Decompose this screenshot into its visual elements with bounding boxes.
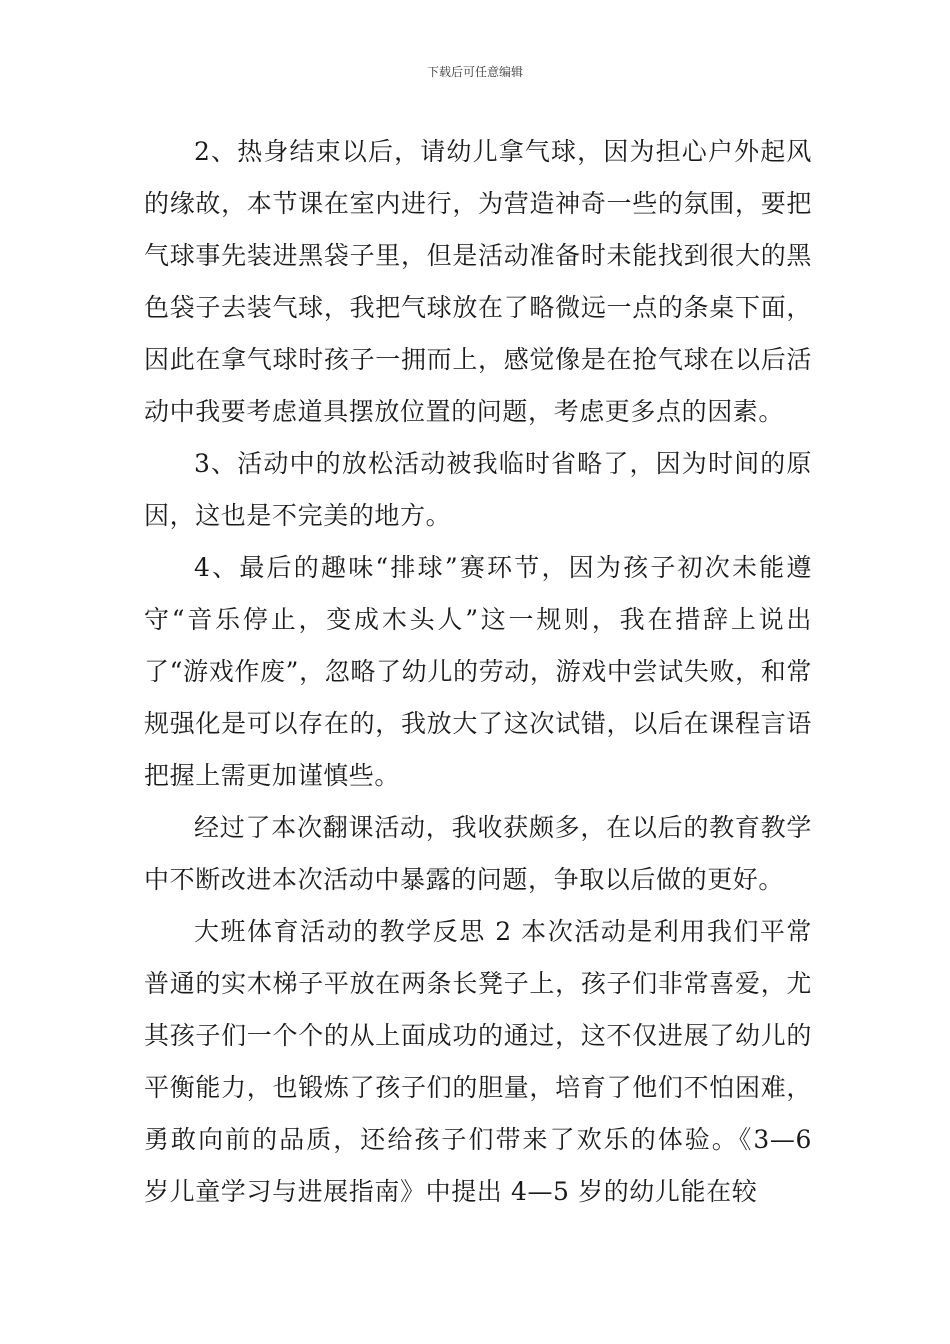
paragraph-reflection-2: 大班体育活动的教学反思 2 本次活动是利用我们平常普通的实木梯子平放在两条长凳子上，孩子们非常喜爱，尤其孩子们一个个的从上面成功的通过，这不仅进展了幼儿的平衡能力，也锻炼了孩子们的胆量，培育了他们不怕困难，勇敢向前的品质，还给孩子们带来了欢乐的体验。《3—6 岁儿童学习与进展指南》中提出 4—5 岁的幼儿能在较: [144, 917, 812, 1206]
paragraph-warmup-balloons: 2、热身结束以后，请幼儿拿气球，因为担心户外起风的缘故，本节课在室内进行，为营造神奇一些的氛围，要把气球事先装进黑袋子里，但是活动准备时未能找到很大的黑色袋子去装气球，我把气球放在了略微远一点的条桌下面，因此在拿气球时孩子一拥而上，感觉像是在抢气球在以后活动中我要考虑道具摆放位置的问题，考虑更多点的因素。: [144, 137, 812, 426]
page-header-note: 下载后可任意编辑: [426, 65, 523, 79]
paragraph-volleyball-game: 4、最后的趣味“排球”赛环节，因为孩子初次未能遵守“音乐停止，变成木头人”这一规则，我在措辞上说出了“游戏作废”，忽略了幼儿的劳动，游戏中尝试失败，和常规强化是可以存在的，我放大了这次试错，以后在课程言语把握上需更加谨慎些。: [144, 553, 812, 790]
paragraph-summary: 经过了本次翻课活动，我收获颇多，在以后的教育教学中不断改进本次活动中暴露的问题，争取以后做的更好。: [144, 813, 812, 894]
paragraph-relaxation-omitted: 3、活动中的放松活动被我临时省略了，因为时间的原因，这也是不完美的地方。: [144, 449, 812, 530]
document-body: [144, 126, 812, 1218]
